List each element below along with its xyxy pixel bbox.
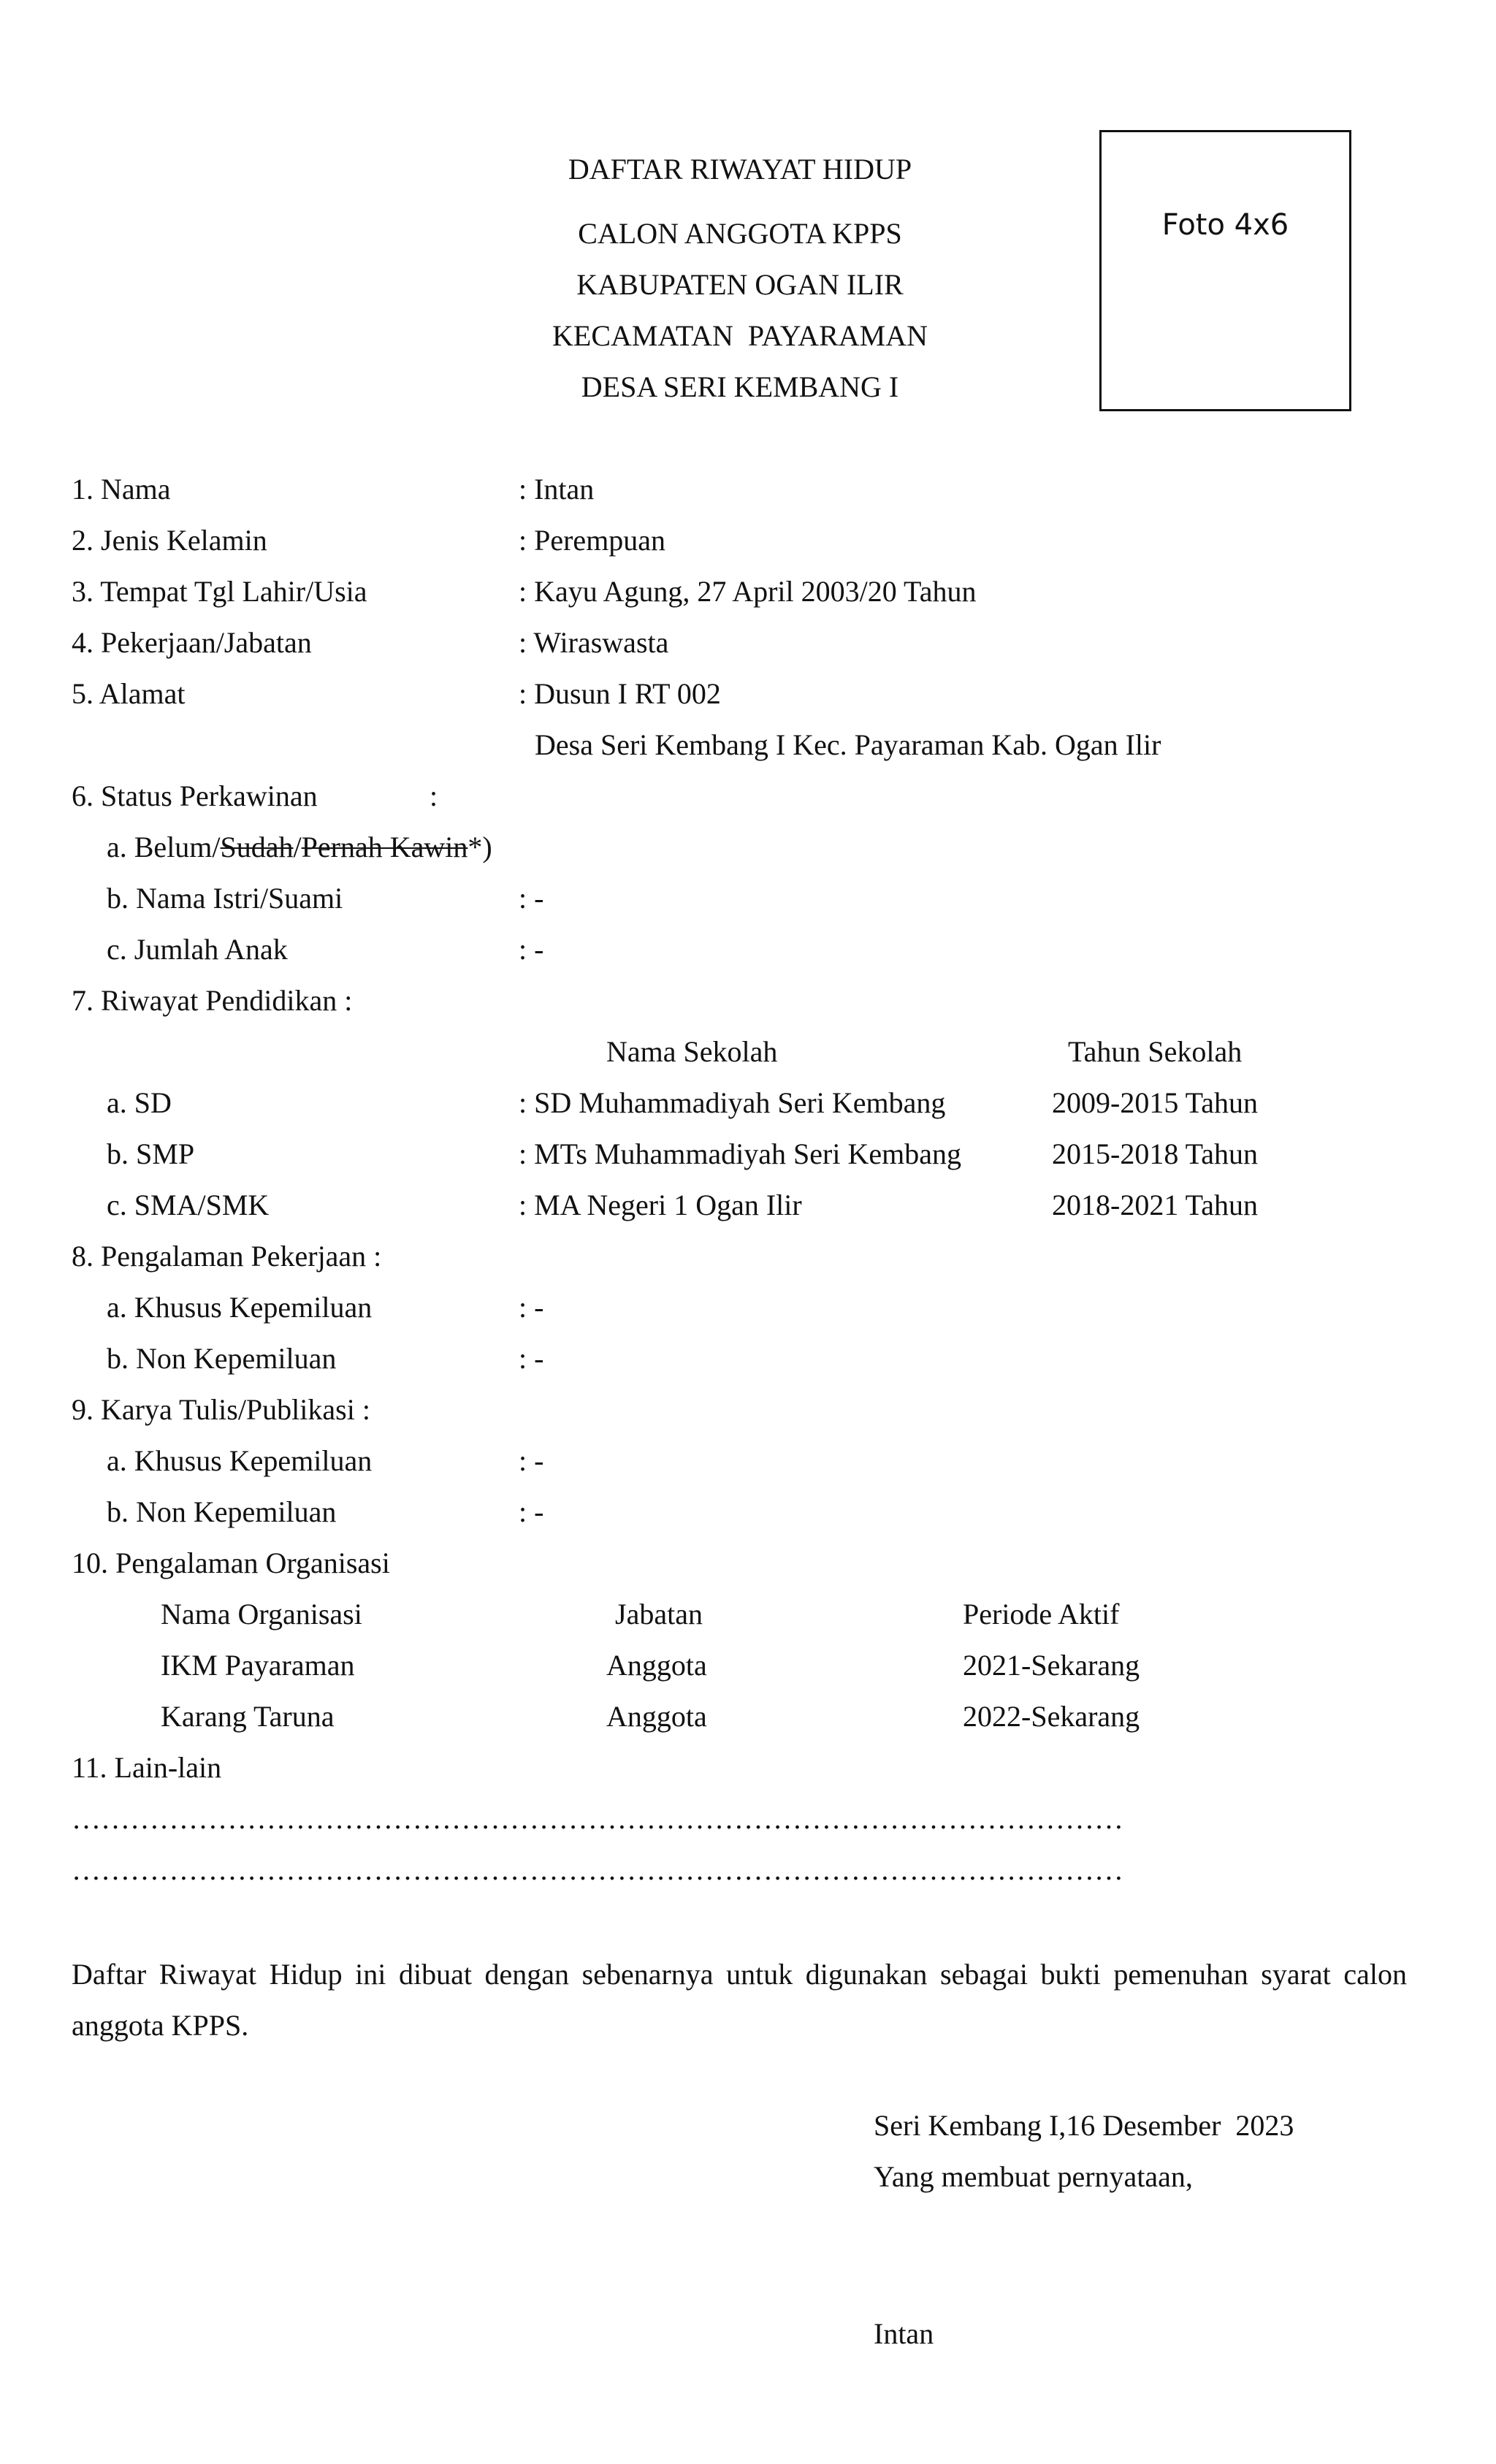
photo-label: Foto 4x6: [1161, 208, 1289, 242]
field-value-pekerjaan: : Wiraswasta: [519, 626, 669, 659]
pendidikan-level: c. SMA/SMK: [107, 1189, 270, 1221]
pendidikan-level: b. SMP: [107, 1137, 195, 1170]
signature-place-date: Seri Kembang I,16 Desember 2023: [874, 2109, 1294, 2142]
field-label-jenis-kelamin: 2. Jenis Kelamin: [72, 524, 267, 557]
organisasi-role: Anggota: [606, 1700, 707, 1733]
pendidikan-years: 2018-2021 Tahun: [1052, 1189, 1258, 1221]
karya-value-khusus: : -: [519, 1444, 544, 1477]
organisasi-name: Karang Taruna: [161, 1700, 335, 1733]
status-sudah-struck: Sudah: [220, 831, 294, 863]
section-heading-organisasi: 10. Pengalaman Organisasi: [72, 1546, 390, 1579]
status-pernah-kawin-struck: Pernah Kawin: [301, 831, 468, 863]
organisasi-col-role: Jabatan: [615, 1598, 703, 1630]
status-belum: a. Belum/: [107, 831, 221, 863]
pendidikan-school: : SD Muhammadiyah Seri Kembang: [519, 1086, 946, 1119]
karya-label-khusus: a. Khusus Kepemiluan: [107, 1444, 373, 1477]
organisasi-name: IKM Payaraman: [161, 1649, 355, 1682]
pendidikan-school: : MA Negeri 1 Ogan Ilir: [519, 1189, 802, 1221]
organisasi-period: 2021-Sekarang: [963, 1649, 1140, 1682]
karya-value-non: : -: [519, 1495, 544, 1528]
karya-label-non: b. Non Kepemiluan: [107, 1495, 337, 1528]
field-value-jenis-kelamin: : Perempuan: [519, 524, 666, 557]
organisasi-role: Anggota: [606, 1649, 707, 1682]
signature-maker-label: Yang membuat pernyataan,: [874, 2160, 1193, 2193]
pendidikan-school: : MTs Muhammadiyah Seri Kembang: [519, 1137, 961, 1170]
kerja-label-khusus: a. Khusus Kepemiluan: [107, 1291, 373, 1324]
pendidikan-level: a. SD: [107, 1086, 172, 1119]
doc-title: DAFTAR RIWAYAT HIDUP: [568, 153, 912, 186]
statement-paragraph: Daftar Riwayat Hidup ini dibuat dengan sebenarnya untuk digunakan sebagai bukti pemenuhan syarat calon anggota KPPS.: [72, 1958, 1407, 2042]
pendidikan-col-school: Nama Sekolah: [606, 1035, 778, 1068]
organisasi-col-name: Nama Organisasi: [161, 1598, 362, 1630]
doc-subtitle: CALON ANGGOTA KPPS: [578, 217, 902, 250]
organisasi-period: 2022-Sekarang: [963, 1700, 1140, 1733]
field-value-ttl: : Kayu Agung, 27 April 2003/20 Tahun: [519, 575, 977, 608]
status-label-children: c. Jumlah Anak: [107, 933, 288, 966]
status-separator: /: [293, 831, 302, 863]
doc-regency: KABUPATEN OGAN ILIR: [576, 268, 904, 301]
pendidikan-years: 2015-2018 Tahun: [1052, 1137, 1258, 1170]
section-heading-status: 6. Status Perkawinan: [72, 779, 318, 812]
status-label-spouse: b. Nama Istri/Suami: [107, 882, 343, 915]
status-value-spouse: : -: [519, 882, 544, 915]
photo-placeholder: [1099, 130, 1351, 411]
dotted-line: ………………………………………………………………………………………………: [72, 1804, 1123, 1834]
status-colon: :: [430, 779, 438, 812]
status-footnote-mark: *): [468, 831, 492, 863]
kerja-label-non: b. Non Kepemiluan: [107, 1342, 337, 1375]
organisasi-col-period: Periode Aktif: [963, 1598, 1120, 1630]
status-option-a: [107, 833, 492, 862]
pendidikan-years: 2009-2015 Tahun: [1052, 1086, 1258, 1119]
field-value-alamat-line2: Desa Seri Kembang I Kec. Payaraman Kab. Ogan Ilir: [535, 728, 1161, 761]
dotted-line: ………………………………………………………………………………………………: [72, 1855, 1123, 1885]
kerja-value-khusus: : -: [519, 1291, 544, 1324]
section-heading-lain-lain: 11. Lain-lain: [72, 1751, 222, 1784]
field-value-alamat: : Dusun I RT 002: [519, 677, 721, 710]
doc-village: DESA SERI KEMBANG I: [581, 370, 899, 403]
signature-name: Intan: [874, 2317, 934, 2350]
kerja-value-non: : -: [519, 1342, 544, 1375]
field-label-alamat: 5. Alamat: [72, 677, 186, 710]
field-label-pekerjaan: 4. Pekerjaan/Jabatan: [72, 626, 312, 659]
field-label-ttl: 3. Tempat Tgl Lahir/Usia: [72, 575, 367, 608]
section-heading-pendidikan: 7. Riwayat Pendidikan :: [72, 984, 353, 1017]
pendidikan-col-year: Tahun Sekolah: [1068, 1035, 1243, 1068]
field-value-nama: : Intan: [519, 473, 595, 506]
doc-district: KECAMATAN PAYARAMAN: [552, 319, 928, 352]
section-heading-karya-tulis: 9. Karya Tulis/Publikasi :: [72, 1393, 370, 1426]
status-value-children: : -: [519, 933, 544, 966]
section-heading-pengalaman-kerja: 8. Pengalaman Pekerjaan :: [72, 1240, 382, 1273]
field-label-nama: 1. Nama: [72, 473, 171, 506]
